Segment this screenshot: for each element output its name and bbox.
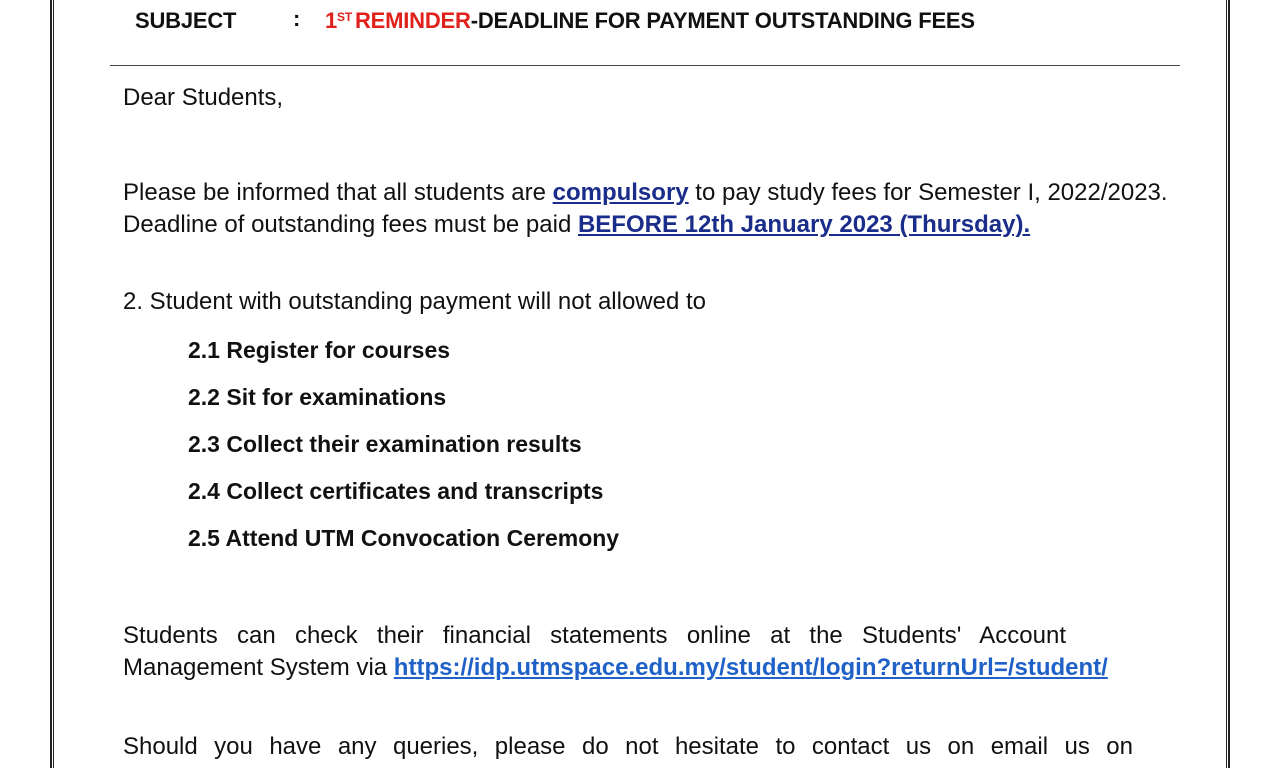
- subject-line: [135, 6, 1160, 36]
- page-border-left: [50, 0, 54, 768]
- deadline-link[interactable]: BEFORE 12th January 2023 (Thursday).: [577, 211, 1031, 238]
- p1-line2-text: Deadline of outstanding fees must be paid: [123, 211, 578, 238]
- paragraph-queries: Should you have any queries, please do not hesitate to contact us on email us on: [123, 733, 1133, 760]
- student-portal-link[interactable]: https://idp.utmspace.edu.my/student/login?returnUrl=/student/: [393, 654, 1108, 681]
- list-item: 2.1 Register for courses: [188, 337, 451, 363]
- greeting: Dear Students,: [123, 84, 284, 111]
- page-border-right: [1226, 0, 1230, 768]
- paragraph-payment-notice: [123, 177, 1183, 241]
- reminder-ordinal: ST: [337, 10, 352, 24]
- list-item: 2.3 Collect their examination results: [188, 431, 582, 457]
- reminder-number: 1: [325, 8, 338, 33]
- restrictions-list: [188, 334, 619, 569]
- p3-line1: Students can check their financial statements online at the Students' Account: [123, 622, 1066, 649]
- p3-line2-text: Management System via: [123, 654, 394, 681]
- subject-text: -DEADLINE FOR PAYMENT OUTSTANDING FEES: [470, 8, 975, 33]
- paragraph-statements: [123, 620, 1183, 684]
- subject-colon: :: [293, 6, 301, 31]
- list-item: 2.4 Collect certificates and transcripts: [188, 478, 604, 504]
- subject-label: SUBJECT: [135, 8, 237, 33]
- header-divider: [110, 65, 1180, 66]
- compulsory-link[interactable]: compulsory: [552, 179, 689, 206]
- p1-text-a: Please be informed that all students are: [123, 179, 553, 206]
- list-item: 2.5 Attend UTM Convocation Ceremony: [188, 525, 620, 551]
- list-item: 2.2 Sit for examinations: [188, 384, 447, 410]
- p1-text-b: to pay study fees for Semester I, 2022/2023.: [688, 179, 1168, 206]
- paragraph-restrictions: 2. Student with outstanding payment will not allowed to: [123, 288, 707, 315]
- reminder-label: REMINDER: [354, 8, 471, 33]
- subject-title: [325, 8, 975, 34]
